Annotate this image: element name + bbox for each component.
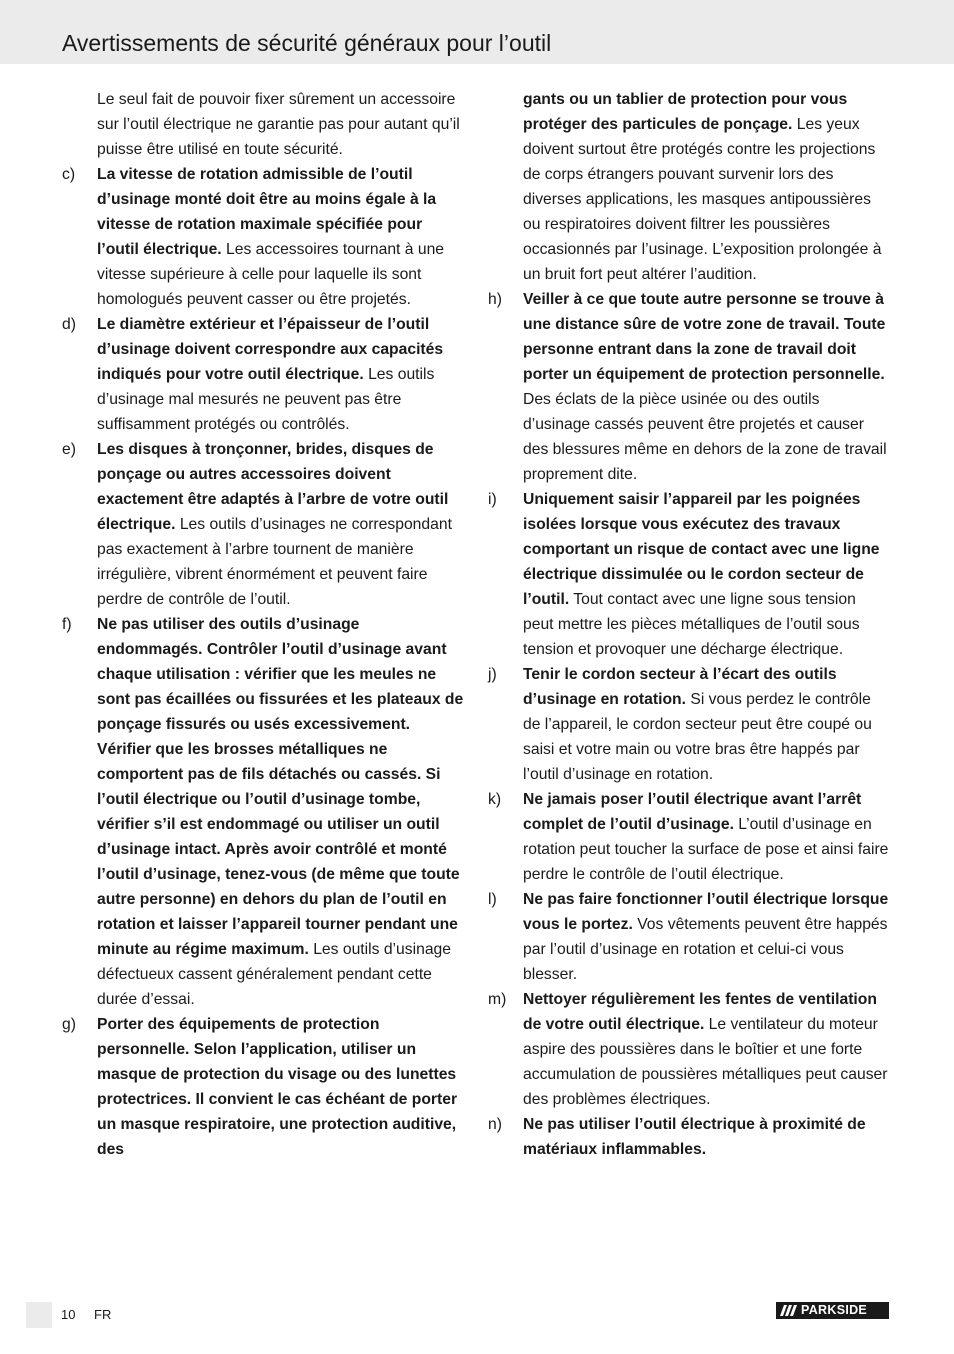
item-bold-text: Le diamètre extérieur et l’épaisseur de l’outil d’usinage doivent correspondre aux capacités indiqués pour votre outil électrique.	[97, 316, 444, 383]
intro-paragraph	[62, 87, 464, 162]
left-column	[62, 87, 464, 1162]
item-text: Les outils d’usinage défectueux cassent généralement pendant cette durée d’essai.	[97, 941, 451, 1008]
item-label: j)	[488, 666, 497, 683]
item-text: Vos vêtements peuvent être happés par l’outil d’usinage en rotation et celui-ci vous blesser.	[523, 916, 888, 983]
footer-page-box	[26, 1302, 52, 1328]
page-number: 10	[61, 1307, 76, 1322]
page-title: Avertissements de sécurité généraux pour l’outil	[62, 30, 552, 56]
item-bold-text: Veiller à ce que toute autre personne se trouve à une distance sûre de votre zone de travail. Toute personne entrant dans la zone de travail doit porter un équipement de protection personnelle.	[523, 291, 886, 383]
item-label: d)	[62, 316, 76, 333]
item-bold-text: Ne jamais poser l’outil électrique avant l’arrêt complet de l’outil d’usinage.	[523, 791, 862, 833]
list-item-h	[488, 287, 890, 487]
item-label: n)	[488, 1116, 502, 1133]
item-label: i)	[488, 491, 497, 508]
item-bold-text: Uniquement saisir l’appareil par les poignées isolées lorsque vous exécutez des travaux comportant un risque de contact avec une ligne électrique dissimulée ou le cordon secteur de l’outil.	[523, 491, 880, 608]
item-bold-text: Porter des équipements de protection personnelle. Selon l’application, utiliser un masque de protection du visage ou des lunettes protectrices. Il convient le cas échéant de porter un masque respiratoire, une protection auditive, des	[97, 1016, 458, 1158]
item-label: e)	[62, 441, 76, 458]
item-text: L’outil d’usinage en rotation peut toucher la surface de pose et ainsi faire perdre le contrôle de l’outil électrique.	[523, 816, 889, 883]
item-text: Le ventilateur du moteur aspire des poussières dans le boîtier et une forte accumulation de poussières métalliques peut causer des problèmes électriques.	[523, 1016, 888, 1108]
item-text: Les outils d’usinages ne correspondant pas exactement à l’arbre tournent de manière irrégulière, vibrent énormément et peuvent faire perdre de contrôle de l’outil.	[97, 516, 452, 608]
item-label: g)	[62, 1016, 76, 1033]
item-bold-text: Les disques à tronçonner, brides, disques de ponçage ou autres accessoires doivent exactement être adaptés à l’arbre de votre outil électrique.	[97, 441, 449, 533]
item-label: c)	[62, 166, 76, 183]
list-item-e	[62, 437, 464, 612]
item-label: f)	[62, 616, 72, 633]
item-bold-text: La vitesse de rotation admissible de l’outil d’usinage monté doit être au moins égale à la vitesse de rotation maximale spécifiée pour l’outil électrique.	[97, 166, 437, 258]
list-item-l	[488, 887, 890, 987]
list-item-g	[62, 1012, 464, 1162]
brand-stripes-icon	[782, 1305, 795, 1316]
right-column	[488, 87, 890, 1162]
item-bold-text: Ne pas faire fonctionner l’outil électrique lorsque vous le portez.	[523, 891, 889, 933]
item-text: Tout contact avec une ligne sous tension peut mettre les pièces métalliques de l’outil sous tension et provoquer une décharge électrique.	[523, 591, 860, 658]
list-item-i	[488, 487, 890, 662]
intro-text: Le seul fait de pouvoir fixer sûrement un accessoire sur l’outil électrique ne garantie pas pour autant qu’il puisse être utilisé en toute sécurité.	[97, 91, 460, 158]
item-text: Si vous perdez le contrôle de l’appareil, le cordon secteur peut être coupé ou saisi et votre main ou votre bras être happés par l’outil d’usinage en rotation.	[523, 691, 872, 783]
list-item-d	[62, 312, 464, 437]
list-item-m	[488, 987, 890, 1112]
item-bold-text: Ne pas utiliser l’outil électrique à proximité de matériaux inflammables.	[523, 1116, 866, 1158]
item-text: Les yeux doivent surtout être protégés contre les projections de corps étrangers pouvant survenir lors des diverses applications, les masques antipoussières ou respiratoires doivent filtrer les poussières occasionnés par l’usinage. L’exposition prolongée à un bruit fort peut altérer l’audition.	[523, 116, 882, 283]
continuation-paragraph	[488, 87, 890, 287]
item-bold-text: Ne pas utiliser des outils d’usinage endommagés. Contrôler l’outil d’usinage avant chaque utilisation : vérifier que les meules ne sont pas écaillées ou fissurées et les plateaux de ponçage fissurés ou usés excessivement. Vérifier que les brosses métalliques ne comportent pas de fils détachés ou cassés. Si l’outil électrique ou l’outil d’usinage tombe, vérifier s’il est endommagé ou utiliser un outil d’usinage intact. Après avoir contrôlé et monté l’outil d’usinage, tenez-vous (de même que toute autre personne) en dehors du plan de l’outil en rotation et laisser l’appareil tourner pendant une minute au régime maximum.	[97, 616, 464, 958]
brand-logo	[776, 1302, 889, 1319]
item-label: h)	[488, 291, 502, 308]
list-item-n	[488, 1112, 890, 1162]
item-label: m)	[488, 991, 507, 1008]
item-text: Les outils d’usinage mal mesurés ne peuvent pas être suffisamment protégés ou contrôlés.	[97, 366, 435, 433]
item-text: Des éclats de la pièce usinée ou des outils d’usinage cassés peuvent être projetés et causer des blessures même en dehors de la zone de travail proprement dite.	[523, 391, 887, 483]
item-bold-text: Nettoyer régulièrement les fentes de ventilation de votre outil électrique.	[523, 991, 877, 1033]
item-label: l)	[488, 891, 497, 908]
list-item-c	[62, 162, 464, 312]
item-bold-text: gants ou un tablier de protection pour vous protéger des particules de ponçage.	[523, 91, 848, 133]
item-bold-text: Tenir le cordon secteur à l’écart des outils d’usinage en rotation.	[523, 666, 837, 708]
list-item-j	[488, 662, 890, 787]
brand-name: PARKSIDE	[801, 1303, 868, 1317]
language-code: FR	[94, 1307, 112, 1322]
item-label: k)	[488, 791, 502, 808]
item-text: Les accessoires tournant à une vitesse supérieure à celle pour laquelle ils sont homologués peuvent casser ou être projetés.	[97, 241, 445, 308]
list-item-k	[488, 787, 890, 887]
list-item-f	[62, 612, 464, 1012]
